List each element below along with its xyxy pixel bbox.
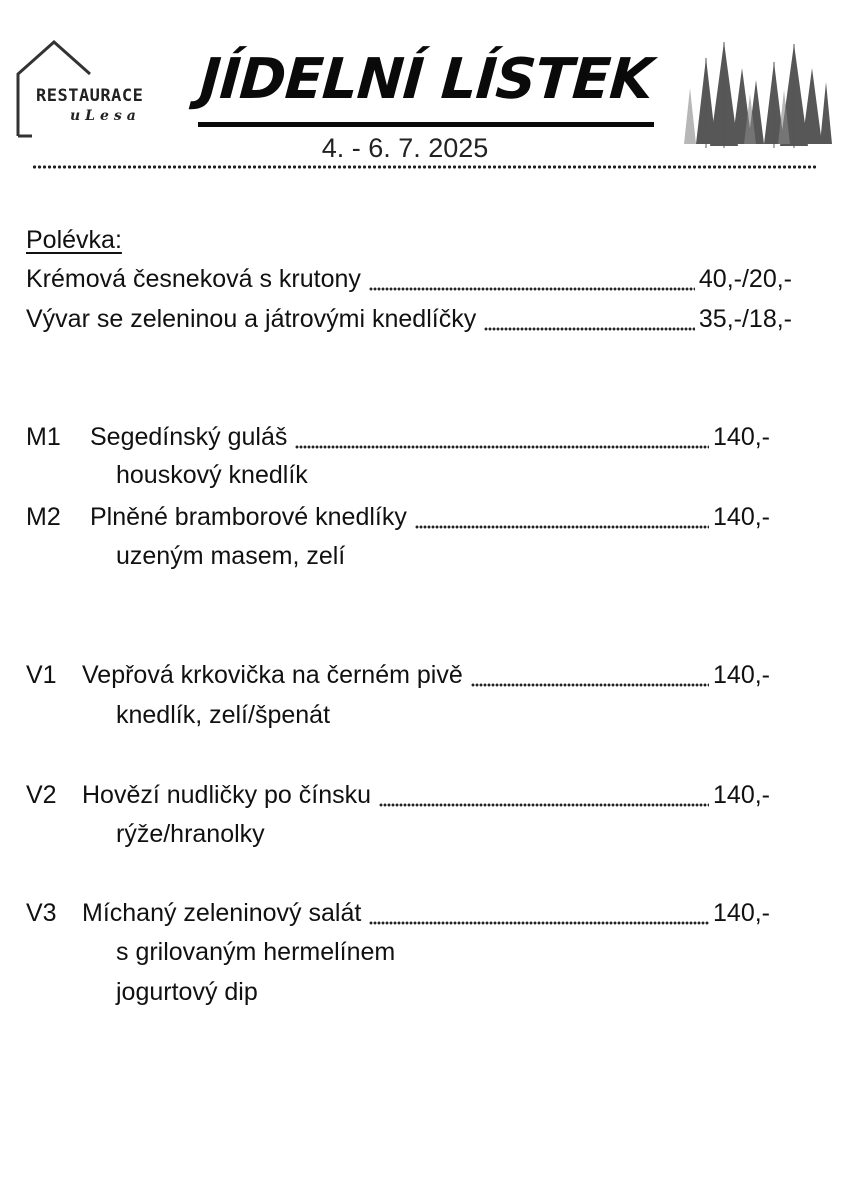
page-title: JÍDELNÍ LÍSTEK [197,47,655,112]
meal-name: Segedínský guláš [90,423,288,451]
meal-item [26,778,770,812]
meal-name: Míchaný zeleninový salát [82,899,362,927]
meal-side: jogurtový dip [116,978,258,1006]
meal-code: M2 [26,503,61,531]
dot-leader [471,658,709,692]
dot-leader [369,262,695,296]
soup-name: Vývar se zeleninou a játrovými knedlíčky [26,305,477,333]
meal-code: V1 [26,661,57,689]
dot-leader [379,778,709,812]
soup-name: Krémová česneková s krutony [26,265,361,293]
meal-code: V2 [26,781,57,809]
restaurant-logo [14,38,164,138]
meal-name: Plněné bramborové knedlíky [90,503,407,531]
soup-price: 35,-/18,- [698,305,792,333]
meal-side: s grilovaným hermelínem [116,938,396,966]
meal-price: 140,- [713,899,770,927]
meal-price: 140,- [713,423,770,451]
title-underline [198,122,654,127]
meal-side: uzeným masem, zelí [116,542,346,570]
soup-item [26,302,792,336]
meal-side: knedlík, zelí/špenát [116,701,331,729]
meal-item [26,420,770,454]
meal-price: 140,- [713,503,770,531]
meal-item [26,500,770,534]
meal-side: rýže/hranolky [116,820,265,848]
meal-name: Vepřová krkovička na černém pivě [82,661,463,689]
meal-item [26,658,770,692]
dot-leader [295,420,709,454]
pine-trees-icon [684,38,834,150]
dot-leader [415,500,709,534]
dotted-divider [32,164,816,170]
dot-leader [484,302,695,336]
meal-code: M1 [26,423,61,451]
soup-price: 40,-/20,- [698,265,792,293]
meal-side: houskový knedlík [116,461,308,489]
menu-date: 4. - 6. 7. 2025 [321,133,489,163]
soup-heading: Polévka: [26,226,122,254]
meal-item [26,896,770,930]
meal-name: Hovězí nudličky po čínsku [82,781,372,809]
meal-price: 140,- [713,661,770,689]
meal-code: V3 [26,899,57,927]
dot-leader [369,896,709,930]
logo-subtitle: uLesa [70,108,141,124]
logo-name: RESTAURACE [36,86,144,106]
meal-price: 140,- [713,781,770,809]
soup-item [26,262,792,296]
